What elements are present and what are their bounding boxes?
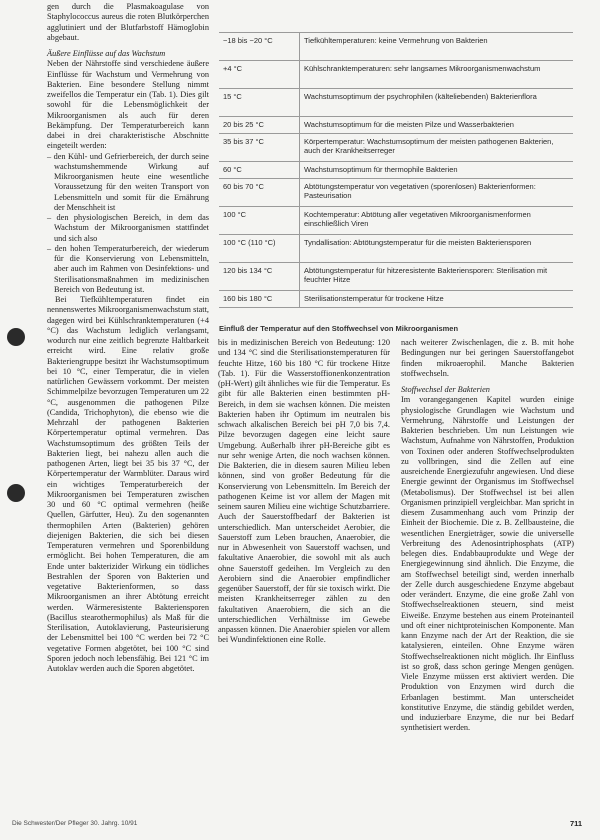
description-cell: Tiefkühltemperaturen: keine Vermehrung von Bakterien (300, 33, 574, 61)
paragraph: Im vorangegangenen Kapitel wurden einige physiologische Grundlagen wie Wachstum und Vermehrung, Nährstoffe und Leistungen der Bakterien beschrieben. Um nun Leistungen wie Wachstum, Aufnahme von Nährstoffen, Produktion von Toxinen oder anderen Stoffwechselprodukten zu vollbringen, sind die Zellen auf eine ausreichende Energiezufuhr angewiesen. Und diese Energie gewinnt der Organismus im Stoffwechsel (Metabolismus). Der Stoffwechsel ist bei allen Organismen prinzipiell vergleichbar. Man spricht in diesem Zusammenhang auch vom Prinzip der Einheit der Biochemie. Die z. B. Zellbausteine, die wesentlichen Energieträger, sowie die universelle Verbreitung des Adenosintriphosphats (ATP) belegen dies. Endabbauprodukte und Wege der Energiegewinnung sind ähnlich. Die Enzyme, die am Stoffwechsel beteiligt sind, werden innerhalb der Zelle durch ausgeschiedene Enzyme abgebaut oder verändert. Enzyme, die eine große Zahl von Stoffwechselreaktionen steuern, sind meist Eiweiße. Enzyme bestehen aus einem Proteinanteil und oft einer nichtproteinischen Komponente. Man kann Enzyme nach der Art der Reaktion, die sie katalysieren, einteilen. Ohne Enzyme wären Stoffwechselreaktionen nicht möglich. Ihr Einfluss ist so groß, dass schon geringe Mengen genügen. Viele Enzyme müssen erst aktiviert werden. Die Produktion von Enzymen wird durch die Erbanlagen bestimmt. Man unterscheidet konstitutive Enzyme, die ständig gebildet werden, und induzierbare Enzyme, die nur bei Bedarf synthetisiert werden. (401, 395, 574, 733)
description-cell: Abtötungstemperatur von vegetativen (sporenlosen) Bakterienformen: Pasteurisation (300, 179, 574, 207)
paragraph: bis in medizinischen Bereich von Bedeutung: 120 und 134 °C sind die Sterilisationstemperaturen für feuchte Hitze, 160 bis 180 °C für trockene Hitze (Tab. 1). Für die Wasserstoffionenkonzentration (pH-Wert) gilt ähnliches wie für die Temperatur. Es gibt für alle Bakterien einen bestimmten pH-Bereich, in dem sie wachsen können. Die meisten Bakterien haben ihr Optimum im neutralen bis schwach alkalischen Bereich bei pH 7,0 bis 7,4. Pilze bevorzugen dagegen eine leicht saure Umgebung. Außerhalb ihrer pH-Bereiche gibt es nur sehr wenige Arten, die noch wachsen können. Die Bakterien, die in diesem sauren Milieu leben können, sind von großer Bedeutung für die Konservierung von Lebensmitteln. Im Bereich der pathogenen Keime ist vor allem der Magen mit seinem sauren Milieu eine wichtige Schutzbarriere. Auch der Sauerstoffbedarf der Bakterien ist unterschiedlich. Man unterscheidet Aerobier, die Sauerstoff zum Leben brauchen, Anaerobier, die nur in Abwesenheit von Sauerstoff wachsen, und fakultative Anaerobier, die sowohl mit als auch ohne Sauerstoff gedeihen. Im Vergleich zu den Aerobiern sind die Anaerobier empfindlicher gegenüber Sauerstoff, der für sie toxisch wirkt. Die meisten Krankheitserreger zählen zu den fakultativen Anaerobiern, die sich an die unterschiedlichen Verhältnisse im Gewebe anpassen können. Die Anaerobier spielen vor allem bei Wundinfektionen eine Rolle. (218, 338, 390, 645)
temperature-cell: 60 °C (219, 162, 300, 179)
temperature-cell: 20 bis 25 °C (219, 117, 300, 134)
page-number: 711 (570, 819, 583, 828)
punch-hole (7, 328, 25, 346)
temperature-cell: 120 bis 134 °C (219, 263, 300, 291)
temperature-cell: 100 °C (219, 207, 300, 235)
paragraph: Bei Tiefkühltemperaturen findet ein nennenswertes Mikroorganismenwachstum statt, dagegen wird bei Kühlschranktemperaturen (+4 °C) das Wachstum lediglich verlangsamt, wodurch nur eine zeitlich begrenzte Haltbarkeit erreicht wird. Eine relativ große Bakteriengruppe besitzt ihr Wachstumsoptimum bei 10 °C, einer Temperatur, die in vielen natürlichen Gewässern vorkommt. Der meisten Schimmelpilze bevorzugen Temperaturen um 22 °C, ausgenommen die pathogenen Pilze (Candida, Trichophyton), die ebenso wie die Mehrzahl der pathogenen Bakterien Körpertemperatur optimal vermehren. Das Wachstumsoptimum des größten Teils der Bakterien liegt, bei nahezu allen auch die pathogenen Arten, liegt bei 35 bis 37 °C, der Körpertemperatur der Warmblüter. Daraus wird ein wichtiges Temperaturbereich der Mikroorganismen bei Temperaturen zwischen 30 und 60 °C optimal vermehren (heiße Quellen, Gärfutter, Heu). Zu den sogenannten thermophilen Arten (Bakterien) gehören diejenigen Bakterien, die sich bei diesen Temperaturen vermehren und Sporenbildung ermöglicht. Bei hohen Temperaturen, die am Ende unter bakterizider Wirkung ein tödliches Bestrahlen der Sporen von Bakterien und vegetative Bakterienformen, so dass Mikroorganismen an ihrer Abtötung erreicht werden. Wärmeresistente Bakteriensporen (Bacillus stearothermophilus) als Maß für die Sterilisation, Autoklavierung, Pasteurisierung der Lebensmittel bei 100 °C werden bei 72 °C vegetative Formen abgetötet, bei 100 °C sind Sporen jedoch noch lebensfähig. Bei 121 °C im Autoklav werden auch die Sporen abgetötet. (47, 295, 209, 673)
temperature-cell: +4 °C (219, 61, 300, 89)
footer-source: Die Schwester/Der Pfleger 30. Jahrg. 10/91 (12, 820, 138, 827)
temperature-cell: 160 bis 180 °C (219, 291, 300, 308)
text-column-3 (401, 338, 574, 734)
punch-hole (7, 484, 25, 502)
description-cell: Kochtemperatur: Abtötung aller vegetativen Mikroorganismenformen einschließlich Viren (300, 207, 574, 235)
list (47, 152, 209, 296)
table-row (219, 134, 573, 162)
table-row (219, 263, 573, 291)
table-row (219, 89, 573, 117)
description-cell: Tyndallisation: Abtötungstemperatur für die meisten Bakteriensporen (300, 235, 574, 263)
table-row (219, 235, 573, 263)
paragraph: Neben der Nährstoffe sind verschiedene äußere Einflüsse für Wachstum und Vermehrung von Bakterien. Eine besondere Stellung nimmt zweifellos die Temperatur ein (Tab. 1). Dies gilt sowohl für die Lebensmöglichkeit der Mikroorganismen als auch für deren Bekämpfung. Der Temperaturbereich kann dabei in drei charakteristische Abschnitte eingeteilt werden: (47, 59, 209, 151)
table-row (219, 207, 573, 235)
list-item: – den physiologischen Bereich, in dem das Wachstum der Mikroorganismen stattfindet und sich also (47, 213, 209, 243)
list-item: – den hohen Temperaturbereich, der wiederum für die Konservierung von Lebensmitteln, aber auch im Rahmen von Desinfektions- und Sterilisationsmaßnahmen im medizinischen Bereich von Bedeutung ist. (47, 243, 209, 294)
table-caption: Einfluß der Temperatur auf den Stoffwechsel von Mikroorganismen (219, 324, 459, 333)
table-row (219, 61, 573, 89)
temperature-cell: 60 bis 70 °C (219, 179, 300, 207)
table-row (219, 117, 573, 134)
temperature-cell: 35 bis 37 °C (219, 134, 300, 162)
temperature-cell: 100 °C (110 °C) (219, 235, 300, 263)
paragraph: gen durch die Plasmakoagulase von Staphylococcus aureus die roten Blutkörperchen agglutiniert und der Blutfarbstoff Hämoglobin abgebaut. (47, 2, 209, 42)
description-cell: Abtötungstemperatur für hitzeresistente Bakteriensporen: Sterilisation mit feuchter Hitze (300, 263, 574, 291)
table-row (219, 291, 573, 308)
description-cell: Wachstumsoptimum für die meisten Pilze und Wasserbakterien (300, 117, 574, 134)
description-cell: Kühlschranktemperaturen: sehr langsames Mikroorganismenwachstum (300, 61, 574, 89)
temperature-cell: −18 bis −20 °C (219, 33, 300, 61)
table-row (219, 33, 573, 61)
description-cell: Körpertemperatur: Wachstumsoptimum der meisten pathogenen Bakterien, auch der Krankheitserreger (300, 134, 574, 162)
table-row (219, 179, 573, 207)
text-column-2 (218, 338, 390, 646)
description-cell: Wachstumsoptimum für thermophile Bakterien (300, 162, 574, 179)
description-cell: Sterilisationstemperatur für trockene Hitze (300, 291, 574, 308)
text-column-1 (47, 2, 209, 674)
description-cell: Wachstumsoptimum der psychrophilen (kälteliebenden) Bakterienflora (300, 89, 574, 117)
table-row (219, 162, 573, 179)
temperature-table (219, 32, 573, 308)
section-heading: Äußere Einflüsse auf das Wachstum (47, 49, 166, 58)
paragraph: nach weiterer Zwischenlagen, die z. B. mit hohe Bedingungen nur bei geringen Sauerstoffangebot finden mikroaerophil. Manche Bakterien stoffwechseln. (401, 338, 574, 378)
temperature-cell: 15 °C (219, 89, 300, 117)
section-heading: Stoffwechsel der Bakterien (401, 385, 490, 394)
list-item: – den Kühl- und Gefrierbereich, der durch seine wachstumshemmende Wirkung auf Mikroorganismen heute eine wesentliche Voraussetzung für den weiten Transport von Lebensmitteln und somit für die Ernährung der Menschheit ist (47, 151, 209, 212)
